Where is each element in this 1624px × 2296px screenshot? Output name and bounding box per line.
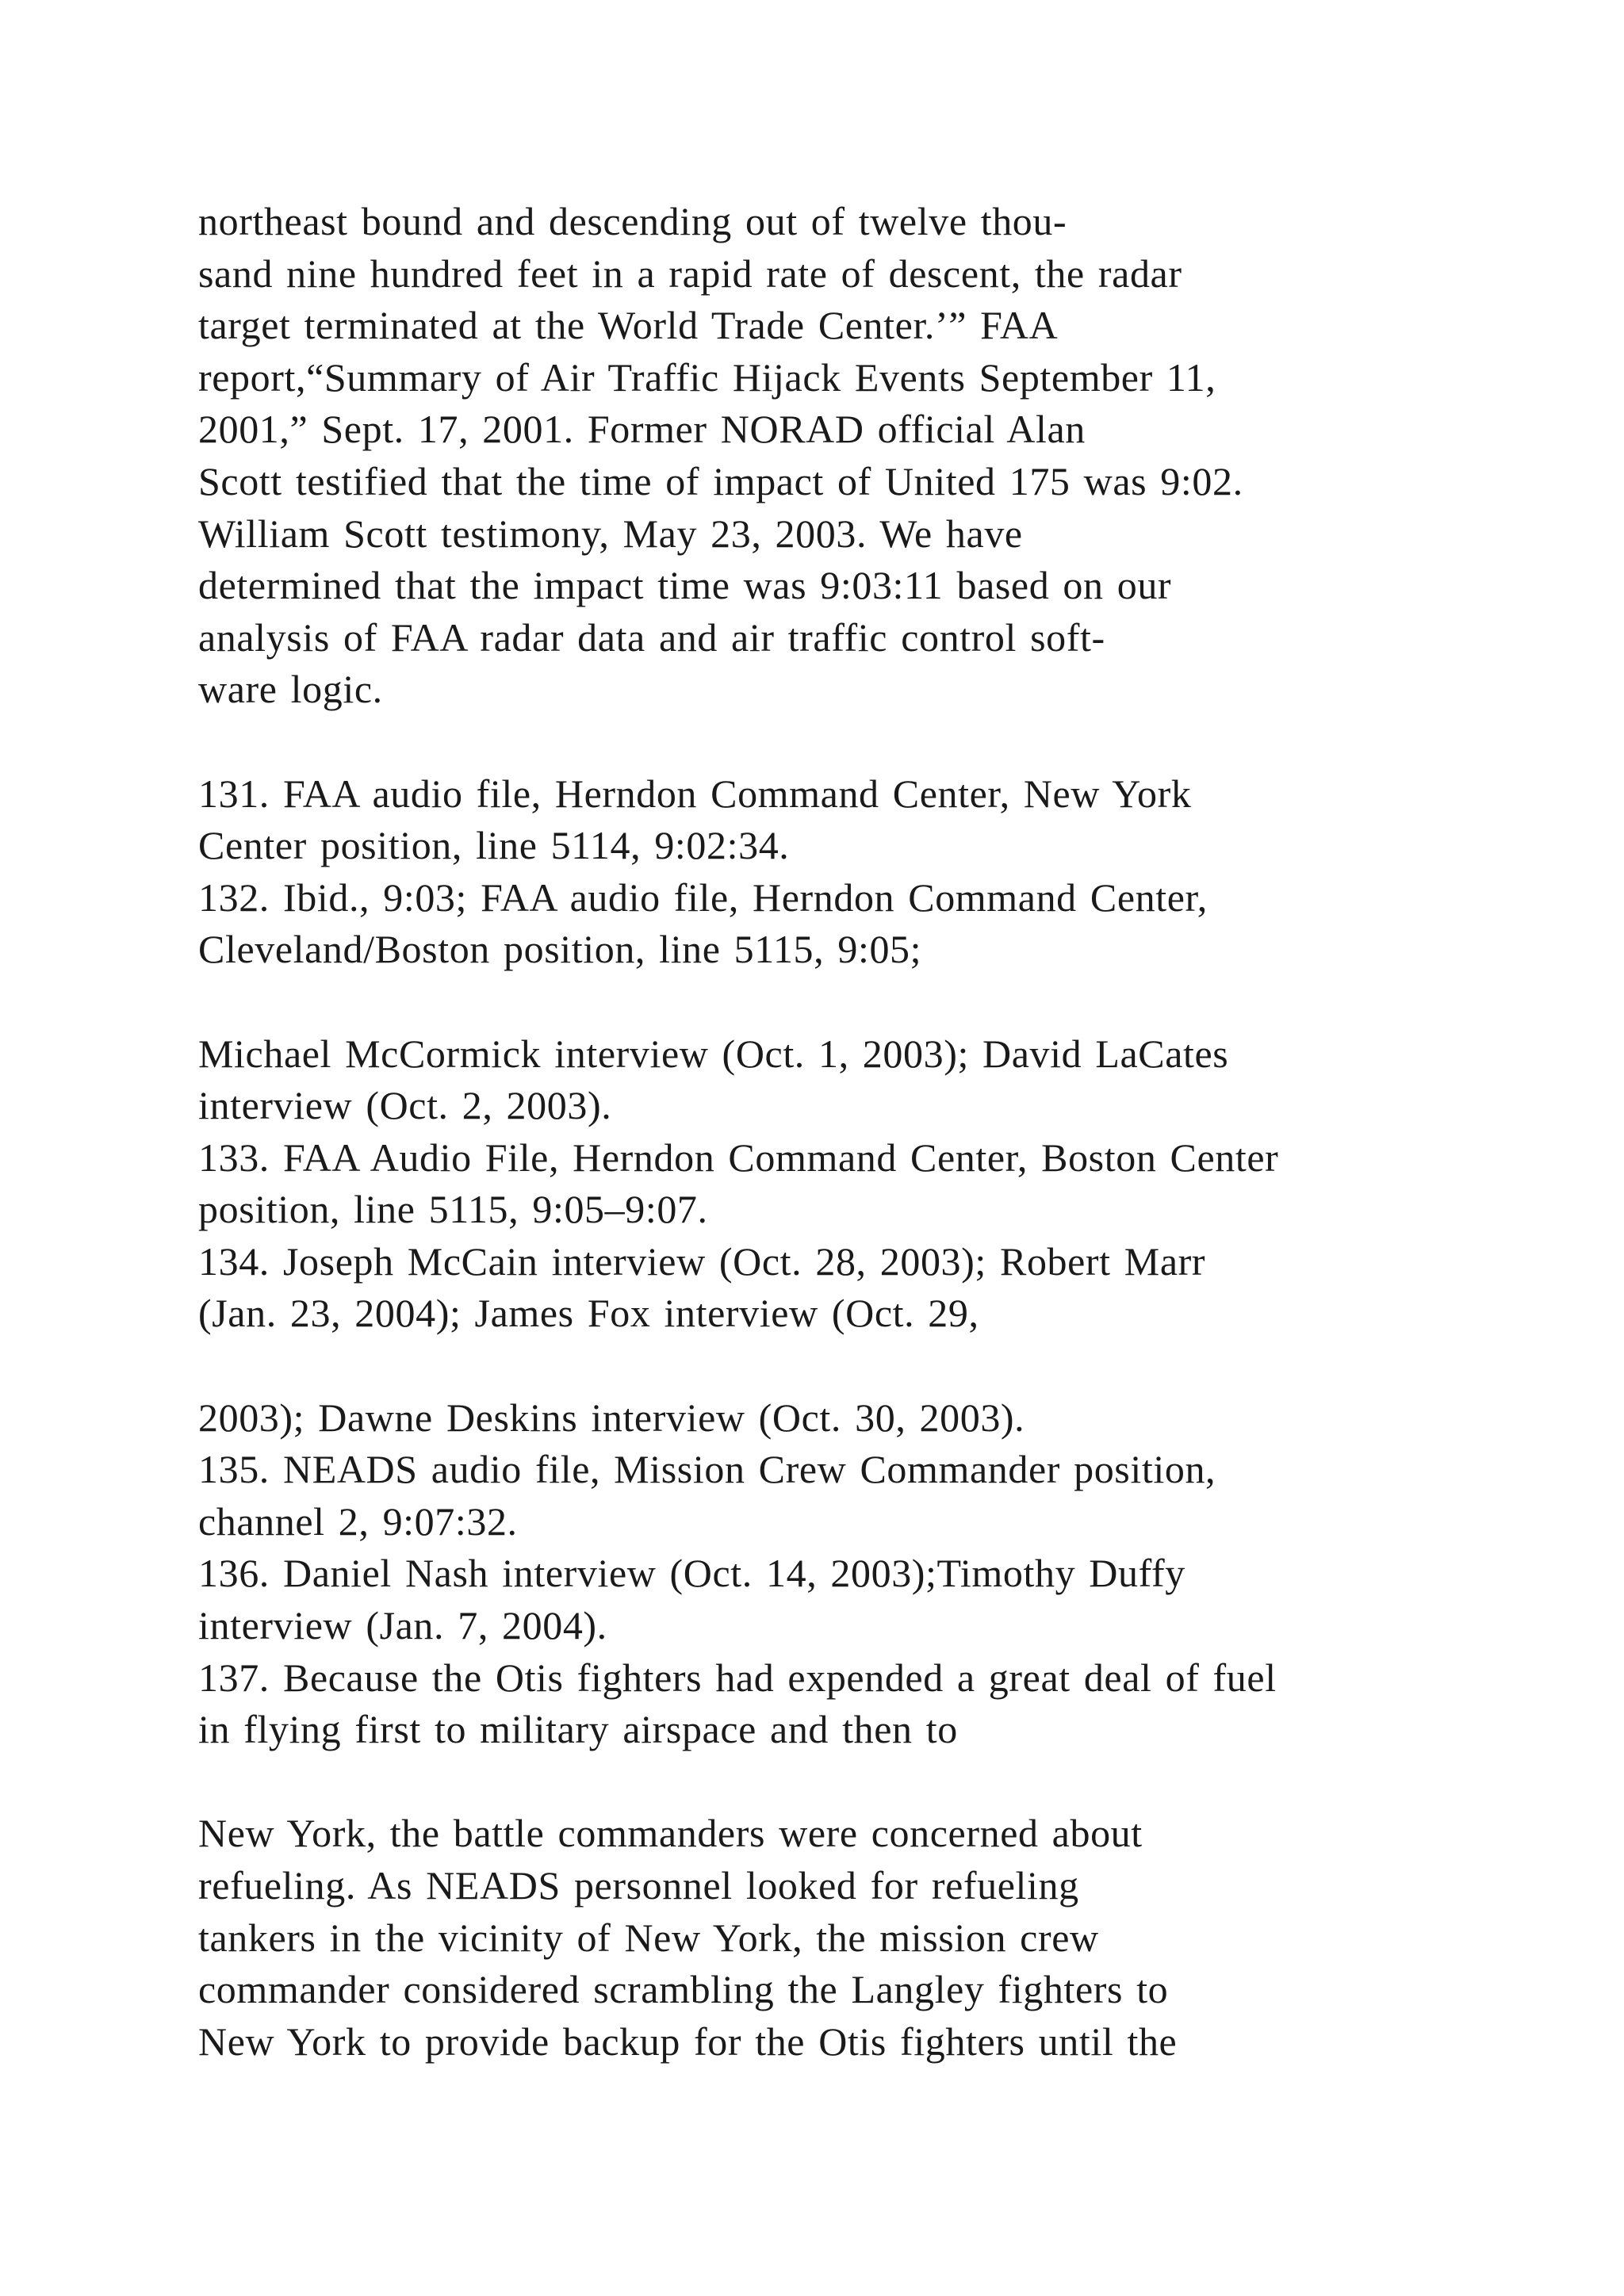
text-line: New York, the battle commanders were concerned about [198,1811,1143,1856]
text-line: tankers in the vicinity of New York, the mission crew [198,1915,1099,1960]
text-line: channel 2, 9:07:32. [198,1498,518,1544]
footnote-137: 137. Because the Otis fighters had expended a great deal of fuel [198,1655,1277,1700]
footnote-134: 134. Joseph McCain interview (Oct. 28, 2003); Robert Marr [198,1238,1206,1284]
text-line: Michael McCormick interview (Oct. 1, 2003); David LaCates [198,1031,1229,1076]
text-line: 2001,” Sept. 17, 2001. Former NORAD official Alan [198,407,1086,452]
text-line: in flying first to military airspace and then to [198,1707,958,1752]
text-line: position, line 5115, 9:05–9:07. [198,1187,708,1232]
text-line: report,“Summary of Air Traffic Hijack Events September 11, [198,354,1216,400]
text-line: ware logic. [198,667,383,712]
footnote-132: 132. Ibid., 9:03; FAA audio file, Herndon Command Center, [198,874,1208,920]
text-line: determined that the impact time was 9:03:11 based on our [198,563,1172,608]
text-line: New York to provide backup for the Otis fighters until the [198,2019,1178,2064]
text-line: interview (Oct. 2, 2003). [198,1083,612,1128]
text-line: Center position, line 5114, 9:02:34. [198,823,790,868]
footnote-135: 135. NEADS audio file, Mission Crew Commander position, [198,1447,1216,1492]
text-line: Scott testified that the time of impact of United 175 was 9:02. [198,458,1243,503]
text-line: 2003); Dawne Deskins interview (Oct. 30, 2003). [198,1395,1025,1440]
blank-line [198,1756,1546,1808]
blank-line [198,976,1546,1028]
text-line: refueling. As NEADS personnel looked for refueling [198,1863,1079,1908]
footnote-136: 136. Daniel Nash interview (Oct. 14, 2003);Timothy Duffy [198,1551,1185,1596]
footnote-133: 133. FAA Audio File, Herndon Command Center, Boston Center [198,1135,1279,1180]
blank-line [198,716,1546,768]
text-line: interview (Jan. 7, 2004). [198,1603,607,1648]
footnote-131: 131. FAA audio file, Herndon Command Center, New York [198,771,1192,816]
text-line: northeast bound and descending out of twelve thou- [198,199,1067,243]
footnote-text [198,196,1546,2068]
blank-line [198,1340,1546,1392]
text-line: target terminated at the World Trade Center.’” FAA [198,303,1059,348]
text-line: (Jan. 23, 2004); James Fox interview (Oct. 29, [198,1291,979,1336]
text-line: analysis of FAA radar data and air traffic control soft- [198,614,1105,660]
text-line: commander considered scrambling the Langley fighters to [198,1967,1169,2012]
text-line: sand nine hundred feet in a rapid rate of descent, the radar [198,251,1182,296]
text-line: Cleveland/Boston position, line 5115, 9:05; [198,927,922,972]
text-line: William Scott testimony, May 23, 2003. We have [198,511,1023,556]
